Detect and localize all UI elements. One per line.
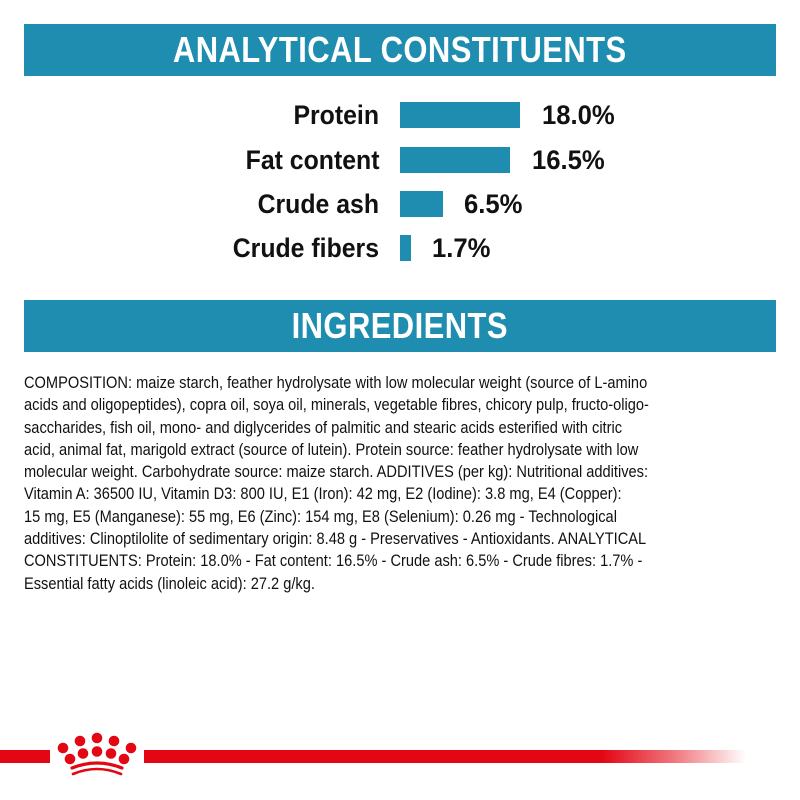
fat-content-bar [400,147,510,173]
royal-canin-crown-icon [55,730,139,780]
ingredients-line: Essential fatty acids (linoleic acid): 27.2 g/kg. [24,573,315,593]
ingredients-line: additives: Clinoptilolite of sedimentary origin: 8.48 g - Preservatives - Antioxidants. ANALYTICAL [24,529,647,549]
chart-row-value: 6.5% [464,189,523,219]
ingredients-banner [24,300,776,352]
crude-ash-bar [400,191,443,217]
ingredients-line: acid, animal fat, marigold extract (source of lutein). Protein source: feather hydrolysate with low [24,439,639,459]
crude-fibers-bar [400,235,411,261]
chart-row-crude-ash [0,191,800,218]
analytical-constituents-title: ANALYTICAL CONSTITUENTS [173,29,627,70]
chart-row-label: Fat content [245,145,379,175]
analytical-constituents-chart [0,0,800,290]
chart-row-crude-fibers [0,235,800,262]
chart-row-value: 1.7% [432,233,491,263]
chart-row-protein [0,102,800,129]
ingredients-line: acids and oligopeptides), copra oil, soya oil, minerals, vegetable fibres, chicory pulp, fructo-oligo- [24,395,649,415]
ingredients-line: saccharides, fish oil, mono- and diglycerides of palmitic and stearic acids esterified with citric [24,417,623,437]
chart-row-label: Crude fibers [232,233,379,263]
chart-row-value: 16.5% [532,145,605,175]
ingredients-line: CONSTITUENTS: Protein: 18.0% - Fat content: 16.5% - Crude ash: 6.5% - Crude fibres: 1.7% - [24,551,643,571]
protein-bar [400,102,520,128]
chart-row-label: Crude ash [257,189,379,219]
ingredients-line: Vitamin A: 36500 IU, Vitamin D3: 800 IU, E1 (Iron): 42 mg, E2 (Iodine): 3.8 mg, E4 (Copper): [24,484,622,504]
chart-row-value: 18.0% [542,100,615,130]
brand-footer [0,730,800,780]
chart-row-fat-content [0,147,800,174]
ingredients-paragraph [24,372,784,595]
chart-row-label: Protein [293,100,379,130]
ingredients-title: INGREDIENTS [291,305,509,346]
brand-line-left [0,750,50,763]
ingredients-line: molecular weight. Carbohydrate source: maize starch. ADDITIVES (per kg): Nutritional additives: [24,462,649,482]
brand-line-right [144,750,746,763]
ingredients-line: 15 mg, E5 (Manganese): 55 mg, E6 (Zinc): 154 mg, E8 (Selenium): 0.26 mg - Technological [24,506,617,526]
ingredients-line: COMPOSITION: maize starch, feather hydrolysate with low molecular weight (source of L-amino [24,373,648,392]
